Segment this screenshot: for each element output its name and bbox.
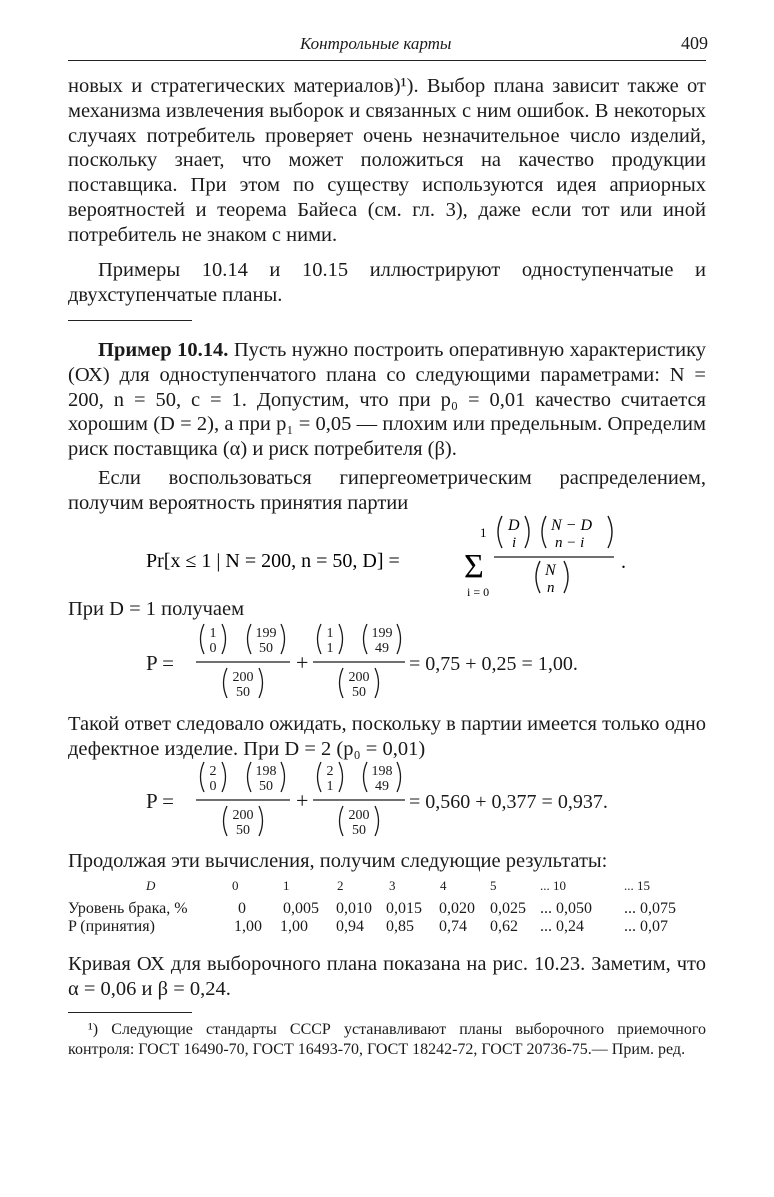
- table-header-cell: D: [146, 878, 156, 893]
- section-separator: [68, 320, 192, 321]
- result: = 0,560 + 0,377 = 0,937.: [409, 791, 608, 813]
- intro-paragraph-2: Примеры 10.14 и 10.15 иллюстрируют одноступенчатые и двухступенчатые планы.: [68, 259, 706, 306]
- table-header-cell: 2: [337, 878, 344, 893]
- binom-2b-bottom: 49: [375, 779, 389, 794]
- table-cell: ... 0,07: [624, 918, 668, 935]
- example-label: Пример 10.14.: [98, 339, 229, 361]
- svg-text:.: .: [621, 551, 626, 573]
- binom-1b-bottom: 50: [259, 641, 273, 656]
- table-cell: 0: [238, 900, 246, 917]
- binom-d-top: D: [508, 517, 520, 534]
- binom-d-bottom: i: [512, 535, 517, 551]
- binom-den-2-bottom: 50: [352, 685, 366, 700]
- hypergeometric-formula-graphic: [0, 510, 774, 606]
- table-cell: 0,020: [439, 900, 475, 917]
- table-cell: 0,85: [386, 918, 414, 935]
- p-label: P =: [146, 651, 174, 675]
- sum-upper-limit: 1: [480, 525, 487, 540]
- hypergeometric-formula: [0, 510, 774, 606]
- binom-2b-top: 198: [371, 764, 393, 779]
- binom-1a-top: 1: [209, 626, 217, 641]
- when-d1-label: При D = 1 получаем: [68, 598, 245, 620]
- binom-den-1-bottom: 50: [236, 685, 250, 700]
- table-cell: 0,74: [439, 918, 467, 935]
- table-header-cell: ... 10: [540, 878, 566, 893]
- binom-2a-top: 2: [326, 764, 334, 779]
- table-header-cell: 5: [490, 878, 497, 893]
- binom-den-1-top: 200: [232, 670, 254, 685]
- binom-2a-bottom: 1: [326, 641, 334, 656]
- plus-sign: +: [296, 650, 309, 675]
- table-header-cell: 3: [389, 878, 396, 893]
- table-cell: 0,62: [490, 918, 518, 935]
- table-cell: 0,025: [490, 900, 526, 917]
- binom-2a-top: 1: [326, 626, 334, 641]
- p-label: P =: [146, 789, 174, 813]
- table-header-cell: ... 15: [624, 878, 650, 893]
- row-label: Уровень брака, %: [68, 900, 188, 917]
- hypergeometric-paragraph: Если воспользоваться гипергеометрическим распределением, получим вероятность принятия партии: [68, 467, 706, 514]
- result: = 0,75 + 0,25 = 1,00.: [409, 653, 578, 675]
- table-header-cell: 4: [440, 878, 447, 893]
- results-table: [0, 878, 774, 940]
- formula-d1: [0, 620, 774, 706]
- binom-2a-bottom: 1: [326, 779, 334, 794]
- formula-d1-graphic: [0, 620, 774, 706]
- table-cell: ... 0,050: [540, 900, 592, 917]
- binom-1a-bottom: 0: [209, 641, 217, 656]
- example-paragraph: [68, 338, 706, 462]
- after-d1-paragraph: Такой ответ следовало ожидать, поскольку в партии имеется только одно дефектное изделие. При D = 2 (p₀ = 0,01): [68, 713, 706, 760]
- binom-nd-bottom: n − i: [555, 535, 585, 551]
- intro-paragraph-1: новых и стратегических материалов)¹). Выбор плана зависит также от механизма извлечения выборок и связанных с ним ошибок. В некоторых случаях потребитель проверяет очень незначительное число изделий, поскольку знает, что может положиться на качество продукции поставщика. При этом по существу используются идея априорных вероятностей и теорема Байеса (см. гл. 3), даже если тот или иной потребитель не знаком с ними.: [68, 75, 706, 246]
- table-cell: 0,015: [386, 900, 422, 917]
- footnote-separator: [68, 1012, 192, 1013]
- table-cell: 0,010: [336, 900, 372, 917]
- binom-den-2-top: 200: [348, 808, 370, 823]
- binom-1b-top: 199: [255, 626, 277, 641]
- binom-2b-top: 199: [371, 626, 393, 641]
- running-header-title: Контрольные карты: [300, 34, 452, 53]
- table-cell: 0,94: [336, 918, 364, 935]
- closing-paragraph: Кривая ОХ для выборочного плана показана на рис. 10.23. Заметим, что α = 0,06 и β = 0,24.: [68, 953, 706, 1000]
- binom-1b-top: 198: [255, 764, 277, 779]
- pr-lhs: Pr[x ≤ 1 | N = 200, n = 50, D] =: [146, 550, 400, 572]
- sum-lower-limit: i = 0: [467, 585, 490, 599]
- header-rule: [68, 60, 706, 61]
- table-header-cell: 1: [283, 878, 290, 893]
- table-cell: ... 0,075: [624, 900, 676, 917]
- table-header-cell: 0: [232, 878, 239, 893]
- table-cell: ... 0,24: [540, 918, 584, 935]
- binom-den-2-bottom: 50: [352, 823, 366, 838]
- table-cell: 1,00: [234, 918, 262, 935]
- binom-den-1-top: 200: [232, 808, 254, 823]
- sigma-sign: Σ: [464, 548, 484, 585]
- binom-den-2-top: 200: [348, 670, 370, 685]
- plus-sign: +: [296, 788, 309, 813]
- binom-nd-top: N − D: [551, 517, 593, 534]
- formula-d2-graphic: [0, 758, 774, 844]
- binom-n-bottom: n: [547, 580, 555, 596]
- page-number: 409: [681, 33, 708, 53]
- footnote: ¹) Следующие стандарты СССР устанавливают планы выборочного приемочного контроля: ГОСТ 16490-70, ГОСТ 16493-70, ГОСТ 18242-72, ГОСТ 20736-75.— Прим. ред.: [68, 1021, 706, 1058]
- binom-1b-bottom: 50: [259, 779, 273, 794]
- binom-2b-bottom: 49: [375, 641, 389, 656]
- continue-paragraph: Продолжая эти вычисления, получим следующие результаты:: [68, 850, 608, 872]
- binom-n-top: N: [545, 562, 556, 579]
- example-text: Пусть нужно построить оперативную характеристику (ОХ) для одноступенчатого плана со следующими параметрами: N = 200, n = 50, c = 1. Допустим, что при p₀ = 0,01 качество считается хорошим (D = 2), а при p₁ = 0,05 — плохим или предельным. Определим риск поставщика (α) и риск потребителя (β).: [68, 339, 706, 461]
- row-label: P (принятия): [68, 918, 155, 935]
- formula-d2: [0, 758, 774, 844]
- table-cell: 1,00: [280, 918, 308, 935]
- binom-1a-top: 2: [209, 764, 217, 779]
- binom-1a-bottom: 0: [209, 779, 217, 794]
- binom-den-1-bottom: 50: [236, 823, 250, 838]
- table-cell: 0,005: [283, 900, 319, 917]
